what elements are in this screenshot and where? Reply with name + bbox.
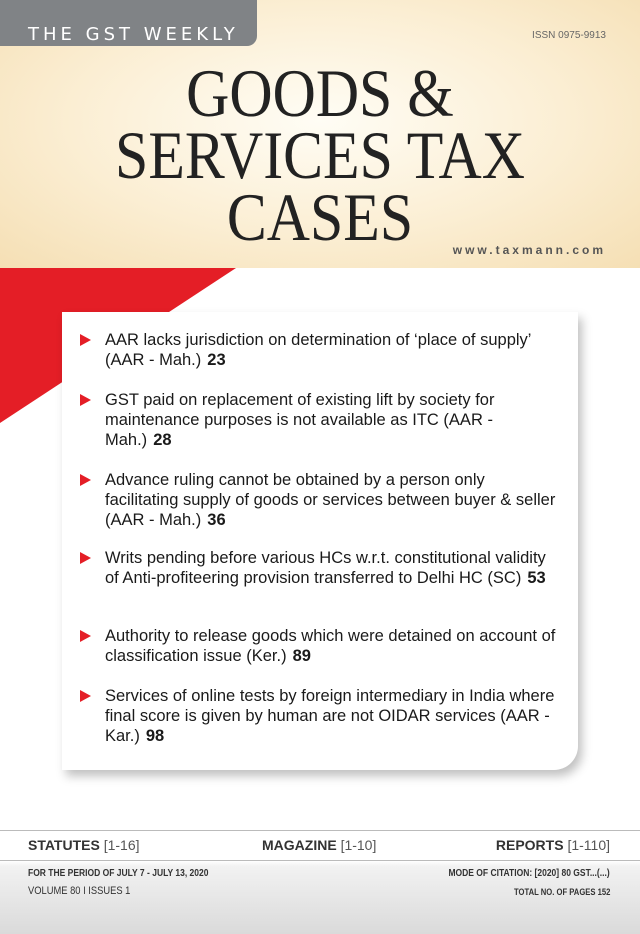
item-page: 36 [207, 511, 226, 529]
item-page: 98 [145, 727, 165, 745]
item-text: Advance ruling cannot be obtained by a person only facilitating supply of goods or services between buyer & seller (AAR - Mah.) [105, 471, 556, 529]
item-text: Authority to release goods which were detained on account of classification issue (Ker.) [105, 627, 556, 665]
issn: ISSN 0975-9913 [532, 30, 606, 41]
item-text: GST paid on replacement of existing lift by society for maintenance purposes is not available as ITC (AAR - Mah.) [105, 391, 495, 449]
list-item [80, 626, 560, 666]
title-line: GOODS & [186, 55, 454, 131]
series-label: THE GST WEEKLY [28, 24, 239, 45]
section-statutes [28, 837, 140, 853]
citation: MODE OF CITATION: [2020] 80 GST...(...) [448, 868, 610, 879]
list-item [80, 548, 560, 588]
section-name: STATUTES [28, 837, 100, 853]
title-line: CASES [226, 179, 414, 255]
bullet-arrow-icon [80, 334, 91, 346]
section-name: MAGAZINE [262, 837, 337, 853]
list-item [80, 470, 560, 530]
volume: VOLUME 80 I ISSUES 1 [28, 885, 131, 897]
total-pages: TOTAL NO. OF PAGES 152 [513, 887, 610, 897]
section-range: [1-10] [340, 837, 377, 853]
footer-bar [0, 830, 640, 934]
bullet-arrow-icon [80, 630, 91, 642]
title-line: SERVICES TAX [115, 117, 525, 193]
section-name: REPORTS [495, 837, 564, 853]
item-text: Writs pending before various HCs w.r.t. constitutional validity of Anti-profiteering provision transferred to Delhi HC (SC) [105, 549, 546, 587]
section-magazine [262, 837, 376, 853]
item-page: 23 [207, 351, 226, 369]
bullet-arrow-icon [80, 690, 91, 702]
divider [0, 860, 640, 861]
contents-card [62, 312, 578, 770]
item-page: 53 [527, 569, 546, 587]
website: www.taxmann.com [452, 243, 606, 257]
item-text: Services of online tests by foreign intermediary in India where final score is given by human are not OIDAR services (AAR - Kar.) [105, 687, 555, 745]
bullet-arrow-icon [80, 474, 91, 486]
series-tab [0, 0, 257, 46]
list-item [80, 390, 560, 450]
bullet-arrow-icon [80, 552, 91, 564]
item-page: 28 [153, 431, 172, 449]
list-item [80, 330, 560, 370]
item-text: AAR lacks jurisdiction on determination of ‘place of supply’ (AAR - Mah.) [105, 331, 531, 369]
period: FOR THE PERIOD OF JULY 7 - JULY 13, 2020 [28, 868, 209, 879]
item-page: 89 [292, 647, 311, 665]
section-range: [1-110] [567, 837, 610, 853]
list-item [80, 686, 560, 746]
section-range: [1-16] [103, 837, 140, 853]
bullet-arrow-icon [80, 394, 91, 406]
cover-header [0, 0, 640, 268]
section-reports [496, 837, 610, 853]
